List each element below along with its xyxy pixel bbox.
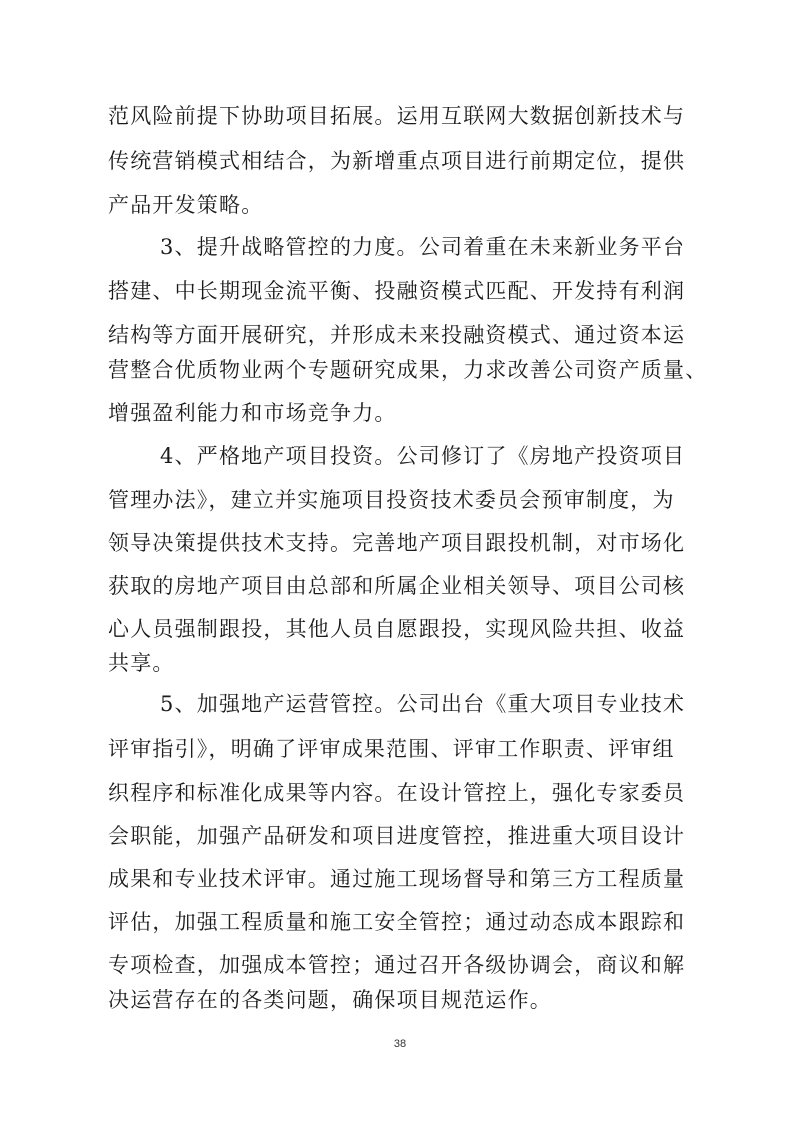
text-line: 范风险前提下协助项目拓展。运用互联网大数据创新技术与 — [108, 104, 686, 128]
text-line: 决运营存在的各类问题，确保项目规范运作。 — [108, 988, 552, 1012]
text-line: 结构等方面开展研究，并形成未来投融资模式、通过资本运 — [108, 323, 686, 347]
text-line: 评审指引》，明确了评审成果范围、评审工作职责、评审组 — [108, 737, 675, 761]
text-line: 5、加强地产运营管控。公司出台《重大项目专业技术 — [160, 692, 686, 716]
text-line: 心人员强制跟投，其他人员自愿跟投，实现风险共担、收益 — [108, 617, 686, 641]
text-line: 评估，加强工程质量和施工安全管控；通过动态成本跟踪和 — [108, 910, 686, 934]
text-line: 增强盈利能力和市场竞争力。 — [108, 401, 397, 425]
text-line: 管理办法》，建立并实施项目投资技术委员会预审制度，为 — [108, 488, 675, 512]
text-line: 成果和专业技术评审。通过施工现场督导和第三方工程质量 — [108, 867, 686, 891]
text-line: 会职能，加强产品研发和项目进度管控，推进重大项目设计 — [108, 824, 686, 848]
text-line: 织程序和标准化成果等内容。在设计管控上，强化专家委员 — [108, 781, 686, 805]
text-line: 领导决策提供技术支持。完善地产项目跟投机制，对市场化 — [108, 531, 686, 555]
text-line: 专项检查，加强成本管控；通过召开各级协调会，商议和解 — [108, 953, 686, 977]
text-line: 4、严格地产项目投资。公司修订了《房地产投资项目 — [160, 444, 686, 468]
text-line: 共享。 — [108, 651, 175, 675]
text-line: 产品开发策略。 — [108, 193, 264, 217]
text-line: 获取的房地产项目由总部和所属企业相关领导、项目公司核 — [108, 574, 686, 598]
page-number: 38 — [393, 1038, 407, 1050]
text-line: 3、提升战略管控的力度。公司着重在未来新业务平台 — [160, 235, 686, 259]
text-line: 营整合优质物业两个专题研究成果，力求改善公司资产质量、 — [108, 358, 708, 382]
text-line: 传统营销模式相结合，为新增重点项目进行前期定位，提供 — [108, 149, 686, 173]
text-line: 搭建、中长期现金流平衡、投融资模式匹配、开发持有利润 — [108, 279, 686, 303]
